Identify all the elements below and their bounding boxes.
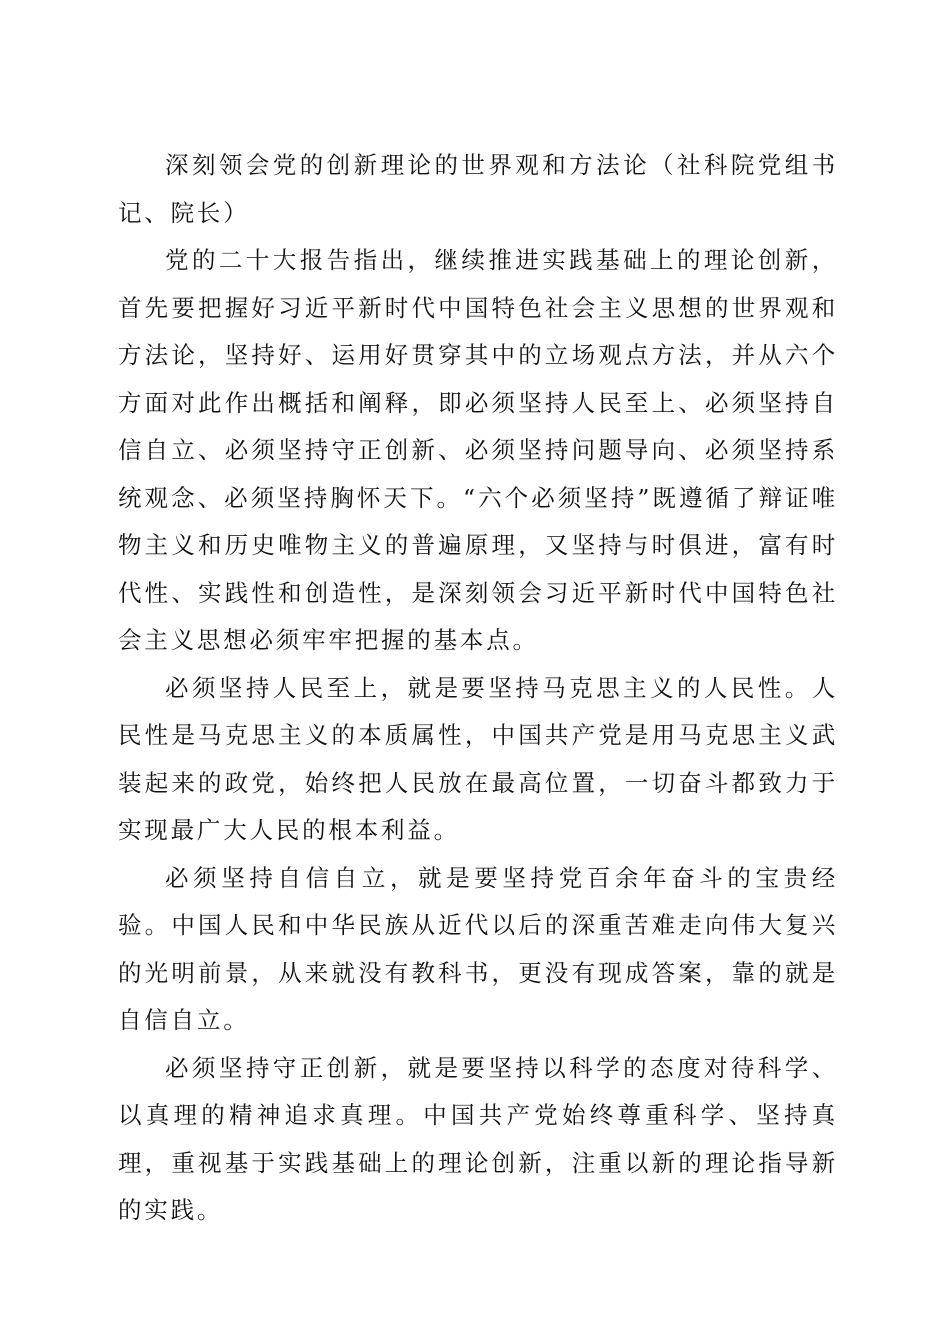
document-title: 深刻领会党的创新理论的世界观和方法论（社科院党组书记、院长） <box>118 151 838 227</box>
document-body <box>118 142 838 1235</box>
paragraph-2: 必须坚持人民至上，就是要坚持马克思主义的人民性。人民性是马克思主义的本质属性，中国共产党是用马克思主义武装起来的政党，始终把人民放在最高位置，一切奋斗都致力于实现最广大人民的根本利益。 <box>118 673 838 844</box>
paragraph-4: 必须坚持守正创新，就是要坚持以科学的态度对待科学、以真理的精神追求真理。中国共产党始终尊重科学、坚持真理，重视基于实践基础上的理论创新，注重以新的理论指导新的实践。 <box>118 1053 838 1224</box>
paragraph-3: 必须坚持自信自立，就是要坚持党百余年奋斗的宝贵经验。中国人民和中华民族从近代以后的深重苦难走向伟大复兴的光明前景，从来就没有教科书，更没有现成答案，靠的就是自信自立。 <box>118 863 838 1034</box>
paragraph-1: 党的二十大报告指出，继续推进实践基础上的理论创新，首先要把握好习近平新时代中国特色社会主义思想的世界观和方法论，坚持好、运用好贯穿其中的立场观点方法，并从六个方面对此作出概括和阐释，即必须坚持人民至上、必须坚持自信自立、必须坚持守正创新、必须坚持问题导向、必须坚持系统观念、必须坚持胸怀天下。“六个必须坚持”既遵循了辩证唯物主义和历史唯物主义的普遍原理，又坚持与时俱进，富有时代性、实践性和创造性，是深刻领会习近平新时代中国特色社会主义思想必须牢牢把握的基本点。 <box>118 246 838 654</box>
